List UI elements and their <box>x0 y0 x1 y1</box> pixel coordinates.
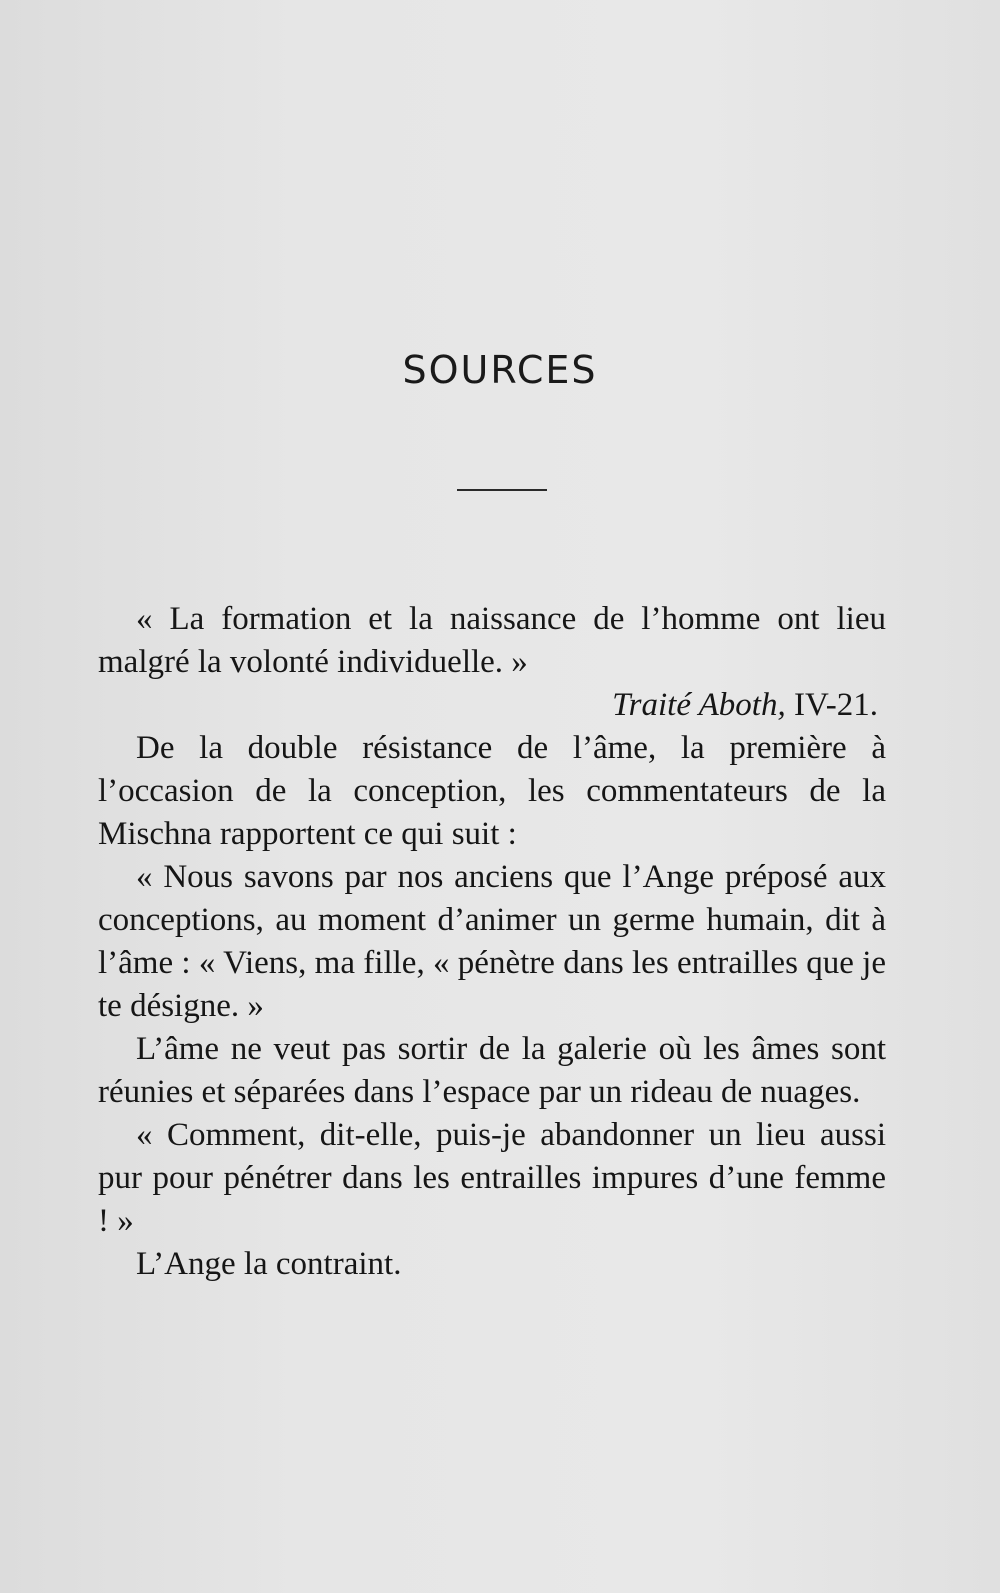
citation-title: Traité Aboth, <box>612 687 786 723</box>
paragraph-3: L’âme ne veut pas sortir de la galerie où les âmes sont réunies et séparées dans l’espace par un rideau de nuages. <box>98 1031 886 1110</box>
paragraph-5: L’Ange la contraint. <box>136 1246 402 1282</box>
heading-divider <box>457 489 547 491</box>
paragraph-1: De la double résistance de l’âme, la première à l’occasion de la conception, les commentateurs de la Mischna rapportent ce qui suit : <box>98 730 886 852</box>
body-text <box>98 598 886 1286</box>
citation-reference: IV-21. <box>793 687 878 723</box>
epigraph-citation <box>98 684 886 727</box>
epigraph-quote: « La formation et la naissance de l’homme ont lieu malgré la volonté individuelle. » <box>98 601 886 680</box>
paragraph-4: « Comment, dit-elle, puis-je abandonner un lieu aussi pur pour pénétrer dans les entrailles impures d’une femme ! » <box>98 1117 886 1239</box>
chapter-heading: SOURCES <box>402 348 598 392</box>
paragraph-2: « Nous savons par nos anciens que l’Ange préposé aux conceptions, au moment d’animer un germe humain, dit à l’âme : « Viens, ma fille, « pénètre dans les entrailles que je te désigne. » <box>98 859 886 1024</box>
